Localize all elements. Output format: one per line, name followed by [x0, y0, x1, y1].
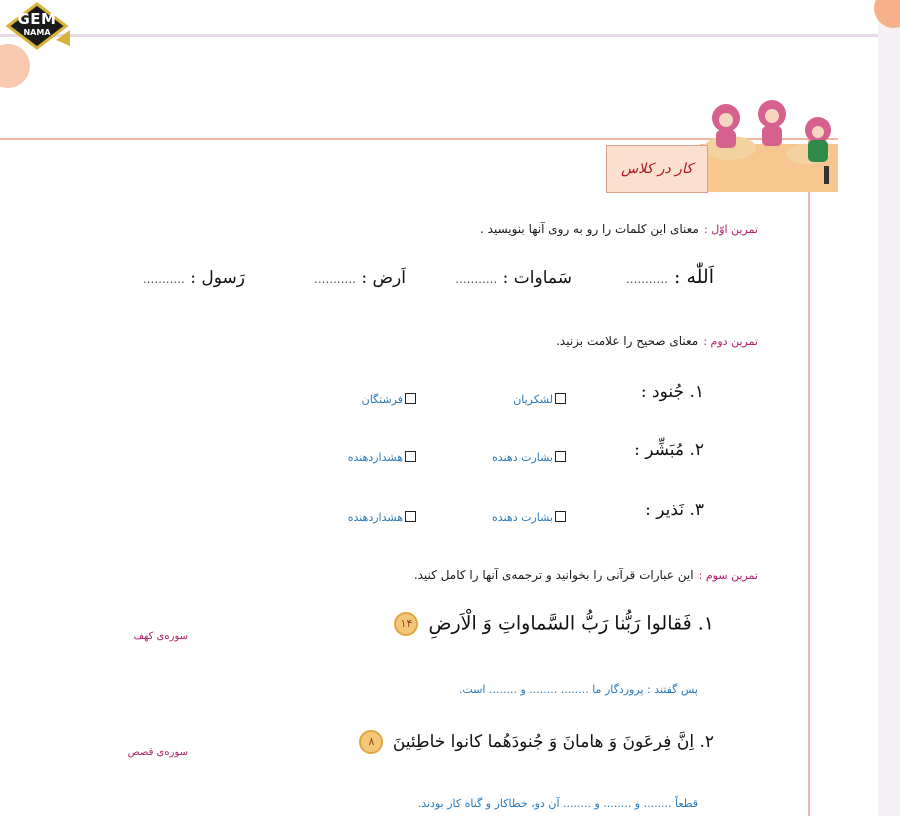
gem-nama-logo — [2, 2, 72, 50]
blank-samawat[interactable]: ........... — [455, 272, 498, 286]
page-top-edge — [0, 34, 878, 37]
class-work-label: کار در کلاس — [606, 145, 708, 193]
verse2-translation[interactable]: قطعاً ........ و ........ و ........ آن دو، خطاکار و گناه کار بودند. — [417, 797, 698, 810]
scroll-strip — [878, 0, 900, 816]
verse2-number-badge: ۸ — [359, 730, 383, 754]
verse1-translation[interactable]: پس گفتند : پروردگار ما ........ ........ و ........ است. — [458, 683, 698, 696]
exercise1-instruction: معنای این کلمات را رو به روی آنها بنویسید . — [480, 222, 699, 236]
verse2-source: سوره‌ی قصص — [127, 747, 188, 758]
verse2-text: اِنَّ فِرعَونَ وَ هامانَ وَ جُنودَهُما كانوا خاطِئينَ — [392, 732, 695, 752]
ex1-word-3 — [314, 268, 406, 288]
checkbox-icon[interactable] — [555, 393, 566, 404]
ex2-item1-option2[interactable]: فرشتگان — [362, 388, 418, 407]
item1-word: جُنود : — [640, 382, 685, 402]
ex2-item3-option2[interactable]: هشداردهنده — [348, 506, 418, 525]
word-samawat: سَماوات : — [502, 268, 572, 288]
checkbox-icon[interactable] — [555, 511, 566, 522]
checkbox-icon[interactable] — [405, 451, 416, 462]
blank-allah[interactable]: ........... — [625, 272, 668, 286]
verse1-source: سوره‌ی کهف — [133, 631, 188, 642]
students-illustration — [700, 96, 838, 192]
item1-number: ۱. — [689, 382, 704, 402]
pen-tool-icon[interactable] — [0, 44, 30, 88]
exercise3-header — [414, 564, 758, 583]
blank-ard[interactable]: ........... — [314, 272, 356, 286]
exercise1-title: تمرین اوّل : — [704, 223, 758, 236]
word-rasul: رَسول : — [190, 268, 245, 288]
ex2-item2-option1[interactable]: بشارت دهنده — [492, 446, 568, 465]
frame-right-line — [808, 140, 810, 816]
exercise1-header — [480, 218, 758, 237]
ex2-item-2 — [634, 440, 704, 460]
item3-number: ۳. — [689, 500, 704, 520]
exercise2-title: تمرین دوم : — [703, 335, 758, 348]
checkbox-icon[interactable] — [555, 451, 566, 462]
exercise2-header — [556, 330, 758, 349]
verse1-number: ۱. — [697, 612, 714, 635]
word-ard: اَرض : — [361, 268, 406, 288]
exercise3-instruction: این عبارات قرآنی را بخوانید و ترجمه‌ی آنها را کامل کنید. — [413, 568, 694, 582]
exercise3-title: تمرین سوم : — [698, 569, 758, 582]
verse1-number-badge: ۱۴ — [394, 612, 418, 636]
item3-word: نَذیر : — [645, 500, 685, 520]
ex1-word-1 — [626, 266, 714, 288]
ex2-item3-option1[interactable]: بشارت دهنده — [492, 506, 568, 525]
ex2-item-1 — [641, 382, 704, 402]
exercise2-instruction: معنای صحیح را علامت بزنید. — [556, 334, 699, 348]
checkbox-icon[interactable] — [405, 511, 416, 522]
logo-line2: NAMA — [23, 28, 51, 37]
ex1-word-2 — [455, 268, 572, 288]
checkbox-icon[interactable] — [405, 393, 416, 404]
logo-line1: GEM — [17, 10, 57, 28]
item2-number: ۲. — [689, 440, 704, 460]
verse-1 — [390, 612, 714, 636]
ex2-item1-option1[interactable]: لشکریان — [513, 388, 568, 407]
ex2-item-3 — [645, 500, 704, 520]
ex2-item2-option2[interactable]: هشداردهنده — [348, 446, 418, 465]
item2-word: مُبَشِّر : — [634, 440, 685, 460]
blank-rasul[interactable]: ........... — [142, 272, 185, 286]
verse1-text: فَقالوا رَبُّنا رَبُّ السَّماواتِ وَ الْاَرضِ — [428, 612, 692, 635]
ex1-word-4 — [143, 268, 245, 288]
verse-2 — [355, 730, 714, 754]
verse2-number: ۲. — [699, 732, 714, 752]
word-allah: اَللّٰه : — [674, 266, 714, 288]
